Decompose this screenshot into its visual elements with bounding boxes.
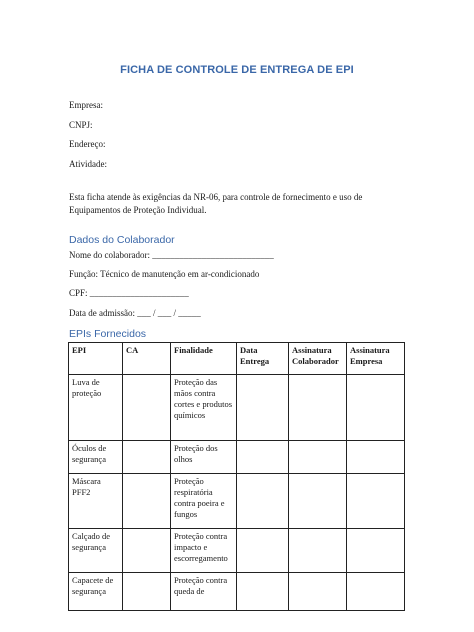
cell-epi: Máscara PFF2 <box>69 474 123 529</box>
cell-assinatura-colaborador[interactable] <box>289 441 347 474</box>
epi-table <box>68 342 405 611</box>
table-row <box>69 474 405 529</box>
table-row <box>69 573 405 611</box>
cell-epi: Luva de proteção <box>69 375 123 441</box>
table-row <box>69 441 405 474</box>
cell-assinatura-colaborador[interactable] <box>289 573 347 611</box>
cell-assinatura-colaborador[interactable] <box>289 529 347 573</box>
cell-epi: Calçado de segurança <box>69 529 123 573</box>
field-data-admissao: Data de admissão: ___ / ___ / _____ <box>69 308 201 318</box>
header-ca: CA <box>123 343 171 375</box>
cell-ca <box>123 375 171 441</box>
cell-finalidade: Proteção das mãos contra cortes e produtos químicos <box>171 375 237 441</box>
field-cnpj: CNPJ: <box>69 120 93 130</box>
cell-assinatura-colaborador[interactable] <box>289 474 347 529</box>
header-epi: EPI <box>69 343 123 375</box>
header-assinatura-colaborador: Assinatura Colaborador <box>289 343 347 375</box>
section-heading-colaborador: Dados do Colaborador <box>69 234 175 246</box>
cell-data-entrega[interactable] <box>237 529 289 573</box>
intro-paragraph: Esta ficha atende às exigências da NR-06, para controle de fornecimento e uso de Equipamentos de Proteção Individual. <box>69 192 363 215</box>
page-title: FICHA DE CONTROLE DE ENTREGA DE EPI <box>120 64 354 76</box>
cell-data-entrega[interactable] <box>237 375 289 441</box>
cell-epi: Capacete de segurança <box>69 573 123 611</box>
cell-data-entrega[interactable] <box>237 474 289 529</box>
cell-data-entrega[interactable] <box>237 441 289 474</box>
table-row <box>69 529 405 573</box>
field-nome-colaborador: Nome do colaborador: ___________________________ <box>69 250 274 260</box>
header-finalidade: Finalidade <box>171 343 237 375</box>
field-cpf: CPF: ______________________ <box>69 288 189 298</box>
cell-ca <box>123 441 171 474</box>
cell-data-entrega[interactable] <box>237 573 289 611</box>
cell-ca <box>123 529 171 573</box>
header-assinatura-empresa: Assinatura Empresa <box>347 343 405 375</box>
cell-finalidade: Proteção contra queda de <box>171 573 237 611</box>
section-heading-epis: EPIs Fornecidos <box>69 328 147 340</box>
header-data-entrega: Data Entrega <box>237 343 289 375</box>
table-header-row <box>69 343 405 375</box>
cell-assinatura-empresa[interactable] <box>347 573 405 611</box>
cell-assinatura-colaborador[interactable] <box>289 375 347 441</box>
cell-assinatura-empresa[interactable] <box>347 375 405 441</box>
cell-finalidade: Proteção respiratória contra poeira e fungos <box>171 474 237 529</box>
cell-ca <box>123 474 171 529</box>
field-funcao: Função: Técnico de manutenção em ar-condicionado <box>69 269 260 279</box>
table-row <box>69 375 405 441</box>
cell-finalidade: Proteção dos olhos <box>171 441 237 474</box>
cell-assinatura-empresa[interactable] <box>347 529 405 573</box>
field-endereco: Endereço: <box>69 139 106 149</box>
cell-assinatura-empresa[interactable] <box>347 474 405 529</box>
field-atividade: Atividade: <box>69 159 107 169</box>
cell-ca <box>123 573 171 611</box>
cell-assinatura-empresa[interactable] <box>347 441 405 474</box>
cell-finalidade: Proteção contra impacto e escorregamento <box>171 529 237 573</box>
cell-epi: Óculos de segurança <box>69 441 123 474</box>
field-empresa: Empresa: <box>69 100 103 110</box>
